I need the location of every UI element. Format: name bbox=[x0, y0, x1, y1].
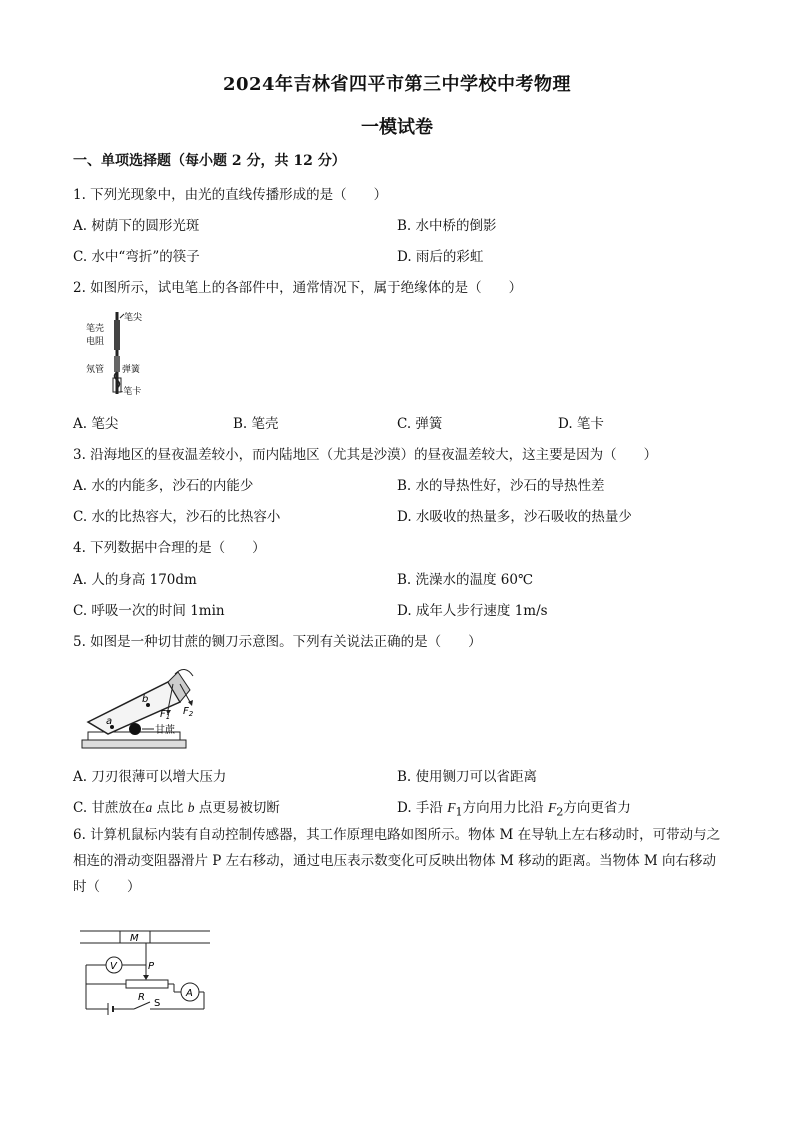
section-heading: 一、单项选择题（每小题 2 分，共 12 分） bbox=[73, 153, 346, 169]
question-1-option-d: D. 雨后的彩虹 bbox=[397, 249, 484, 265]
sugarcane-label: 甘蔗 bbox=[155, 725, 175, 736]
object-m-label: M bbox=[130, 933, 139, 944]
exam-title: 2024年吉林省四平市第三中学校中考物理 bbox=[222, 74, 572, 95]
force-f1-label: $F_1$ bbox=[160, 709, 171, 721]
switch-s-label: S bbox=[154, 998, 161, 1009]
question-3-option-d: D. 水吸收的热量多，沙石吸收的热量少 bbox=[397, 509, 632, 525]
question-4-option-c: C. 呼吸一次的时间 1min bbox=[73, 603, 225, 619]
question-3-option-b: B. 水的导热性好，沙石的导热性差 bbox=[397, 478, 605, 494]
question-3-option-a: A. 水的内能多，沙石的内能少 bbox=[73, 478, 254, 494]
question-2-option-c: C. 弹簧 bbox=[397, 416, 443, 432]
cane-cutter-figure bbox=[80, 662, 195, 754]
question-2-option-d: D. 笔卡 bbox=[558, 416, 604, 432]
ammeter-label: A bbox=[186, 988, 193, 999]
question-1-option-a: A. 树荫下的圆形光斑 bbox=[73, 218, 200, 234]
circuit-figure bbox=[78, 925, 213, 1017]
question-3-option-c: C. 水的比热容大，沙石的比热容小 bbox=[73, 509, 281, 525]
question-1-stem: 1. 下列光现象中，由光的直线传播形成的是（ ） bbox=[73, 187, 388, 203]
question-4-option-d: D. 成年人步行速度 1m/s bbox=[397, 603, 548, 619]
question-5-option-c: C. 甘蔗放在a 点比 b 点更易被切断 bbox=[73, 800, 280, 816]
voltmeter-label: V bbox=[110, 961, 117, 972]
question-4-option-a: A. 人的身高 170dm bbox=[73, 572, 197, 588]
resistor-r-label: R bbox=[138, 992, 145, 1003]
label-shell: 笔壳 bbox=[86, 324, 105, 334]
test-pencil-figure bbox=[80, 306, 170, 401]
point-b-label: b bbox=[142, 694, 149, 705]
question-4-option-b: B. 洗澡水的温度 60℃ bbox=[397, 572, 534, 588]
question-5-option-b: B. 使用铡刀可以省距离 bbox=[397, 769, 538, 785]
question-1-option-b: B. 水中桥的倒影 bbox=[397, 218, 497, 234]
question-3-stem: 3. 沿海地区的昼夜温差较小，而内陆地区（尤其是沙漠）的昼夜温差较大，这主要是因为（ ） bbox=[73, 447, 658, 463]
question-5-stem: 5. 如图是一种切甘蔗的铡刀示意图。下列有关说法正确的是（ ） bbox=[73, 634, 482, 650]
label-clip: -笔卡 bbox=[120, 387, 142, 397]
question-2-option-b: B. 笔壳 bbox=[233, 416, 279, 432]
force-f2-label: $F_2$ bbox=[183, 706, 194, 718]
question-2-option-a: A. 笔尖 bbox=[73, 416, 119, 432]
question-6-stem: 6. 计算机鼠标内装有自动控制传感器，其工作原理电路如图所示。物体 M 在导轨上左右移动时，可带动与之相连的滑动变阻器滑片 P 左右移动，通过电压表示数变化可反映出物体 M 移动的距离。当物体 M 向右移动时（ ） bbox=[73, 827, 721, 895]
question-5-option-a: A. 刀刃很薄可以增大压力 bbox=[73, 769, 227, 785]
label-resistor: 电阻 bbox=[86, 337, 105, 347]
question-1-option-c: C. 水中“弯折”的筷子 bbox=[73, 249, 200, 265]
point-a-label: a bbox=[106, 716, 113, 727]
exam-subtitle: 一模试卷 bbox=[361, 117, 433, 138]
slider-p-label: P bbox=[148, 961, 155, 972]
question-2-stem: 2. 如图所示，试电笔上的各部件中，通常情况下，属于绝缘体的是（ ） bbox=[73, 280, 523, 296]
question-4-stem: 4. 下列数据中合理的是（ ） bbox=[73, 540, 266, 556]
label-neon: 氖管 bbox=[86, 365, 105, 375]
label-spring: 弹簧 bbox=[122, 365, 141, 375]
label-tip: 笔尖 bbox=[124, 313, 143, 323]
question-5-option-d: D. 手沿 $F_1$方向用力比沿 $F_2$方向更省力 bbox=[397, 800, 631, 819]
